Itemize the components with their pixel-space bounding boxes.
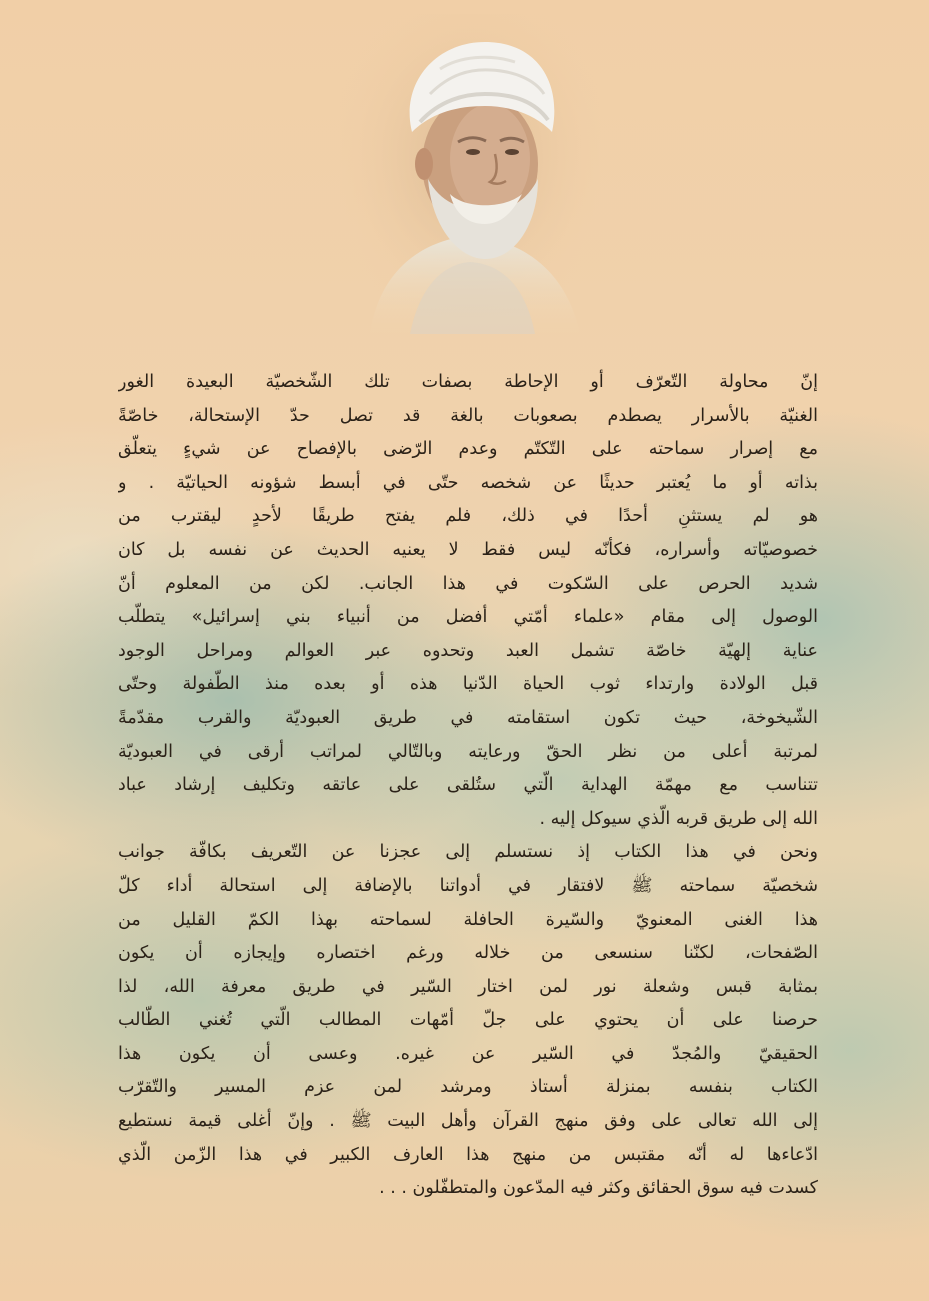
text-line: قبل الولادة وارتداء ثوب الحياة الدّنيا هذه أو بعده منذ الطّفولة وحتّى (118, 674, 818, 695)
text-line: الصّفحات، لكنّنا سنسعى من خلاله ورغم اختصاره وإيجازه أن يكون (118, 943, 818, 964)
text-line: الغنيّة بالأسرار يصطدم بصعوبات بالغة قد تصل حدّ الإستحالة، خاصّةً (118, 405, 818, 426)
text-line: شخصيّة سماحته ﷺ لافتقار في أدواتنا بالإضافة إلى استحالة أداء كلّ (118, 875, 818, 896)
text-line: عناية إلهيّة خاصّة تشمل العبد وتحدوه عبر العوالم ومراحل الوجود (118, 640, 818, 661)
text-line: إلى الله تعالى على وفق منهج القرآن وأهل البيت ﷺ . وإنّ أغلى قيمة نستطيع (118, 1111, 818, 1132)
text-line: الشّيخوخة، حيث تكون استقامته في طريق العبوديّة والقرب مقدّمةً (118, 707, 818, 728)
scholar-portrait (340, 14, 600, 334)
text-line: الله إلى طريق قربه الّذي سيوكل إليه . (539, 808, 818, 829)
text-line: لمرتبة أعلى من نظر الحقّ ورعايته وبالتّالي لمراتب أرقى في العبوديّة (118, 741, 818, 762)
text-line: بذاته أو ما يُعتبر حديثًا عن شخصه حتّى في أبسط شؤونه الحياتيّة . و (118, 472, 818, 493)
text-line: خصوصيّاته وأسراره، فكأنّه ليس فقط لا يعنيه الحديث عن نفسه بل كان (118, 539, 818, 560)
text-line: إنّ محاولة التّعرّف أو الإحاطة بصفات تلك الشّخصيّة البعيدة الغور (118, 372, 818, 392)
text-line: الحقيقيّ والمُجدّ في السّير عن غيره. وعسى أن يكون هذا (118, 1043, 818, 1064)
paragraph-2 (118, 836, 818, 1206)
text-line: هذا الغنى المعنويّ والسّيرة الحافلة لسماحته بهذا الكمّ القليل من (118, 909, 818, 930)
text-line: حرصنا على أن يحتوي على جلّ أمّهات المطالب الّتي تُغني الطّالب (118, 1010, 818, 1031)
text-line: ونحن في هذا الكتاب إذ نستسلم إلى عجزنا عن التّعريف بكافّة جوانب (118, 842, 818, 863)
text-line: ادّعاءها له أنّه مقتبس من منهج هذا العارف الكبير في هذا الزّمن الّذي (118, 1144, 818, 1165)
paragraph-1 (118, 366, 818, 836)
text-line: مع إصرار سماحته على التّكتّم وعدم الرّضى بالإفصاح عن شيءٍ يتعلّق (118, 439, 818, 460)
text-line: تتناسب مع مهمّة الهداية الّتي ستُلقى على عاتقه وتكليف إرشاد عباد (118, 775, 818, 796)
text-line: هو لم يستثنِ أحدًا في ذلك، فلم يفتح طريقًا لأحدٍ ليقترب من (118, 506, 818, 527)
text-line: شديد الحرص على السّكوت في هذا الجانب. لكن من المعلوم أنّ (118, 573, 818, 594)
text-line: الوصول إلى مقام «علماء أمّتي أفضل من أنبياء بني إسرائيل» يتطلّب (118, 607, 818, 628)
biography-text (118, 366, 818, 1206)
text-line: الكتاب بنفسه بمنزلة أستاذ ومرشد لمن عزم المسير والتّقرّب (118, 1077, 818, 1098)
text-line: بمثابة قبس وشعلة نور لمن اختار السّير في طريق معرفة الله، لذا (118, 976, 818, 997)
text-line: كسدت فيه سوق الحقائق وكثر فيه المدّعون والمتطفّلون . . . (379, 1178, 818, 1199)
